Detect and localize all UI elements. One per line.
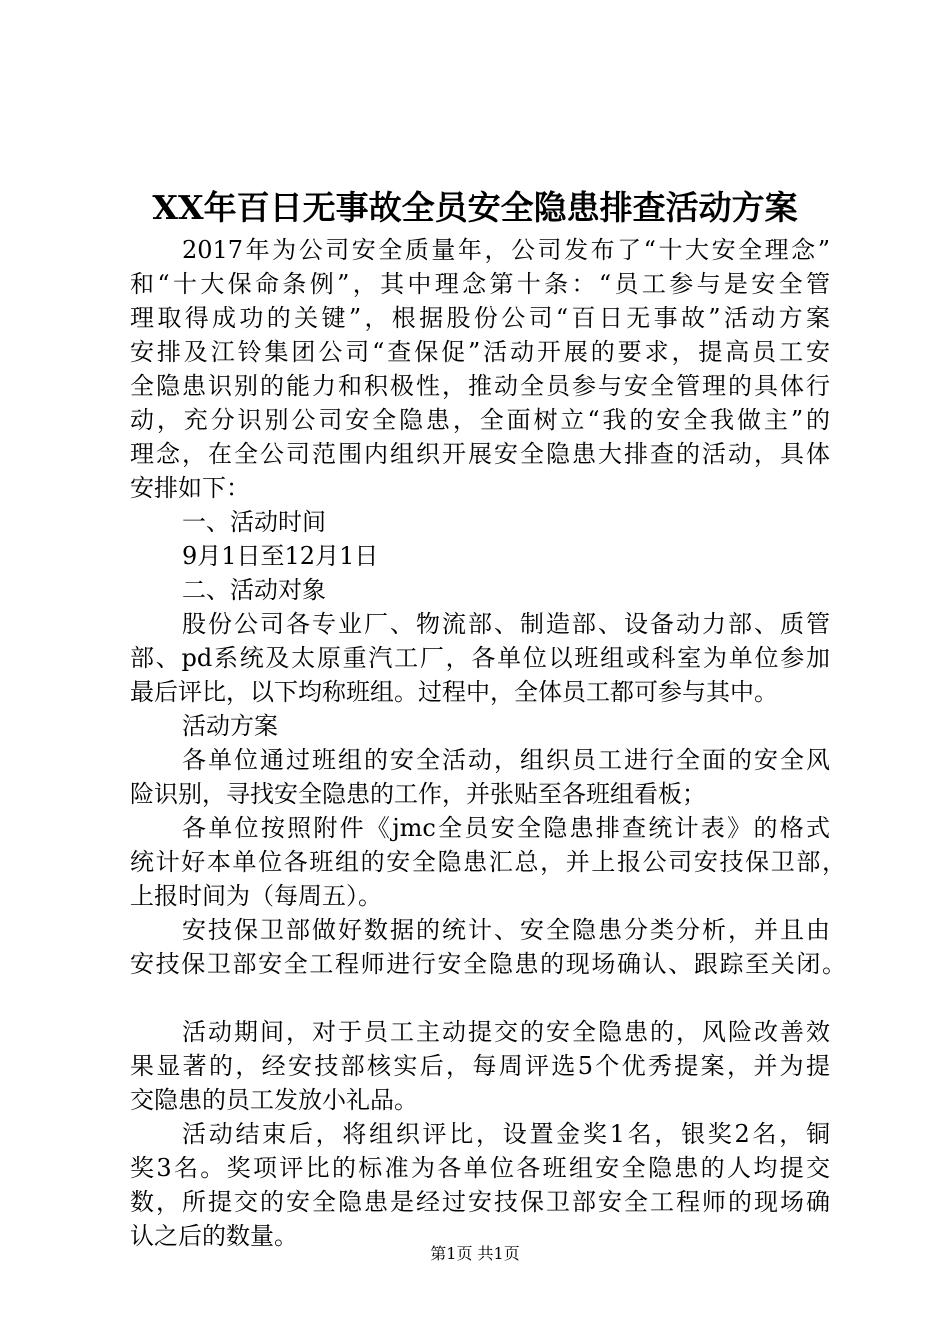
body-line: 最后评比，以下均称班组。过程中，全体员工都可参与其中。 (130, 678, 778, 706)
body-line: 2017年为公司安全质量年，公司发布了“十大安全理念” (182, 236, 830, 264)
body-line: 活动期间，对于员工主动提交的安全隐患的，风险改善效 (182, 1018, 830, 1046)
body-line: 安技保卫部安全工程师进行安全隐患的现场确认、跟踪至关闭。 (130, 950, 846, 978)
body-line: 数，所提交的安全隐患是经过安技保卫部安全工程师的现场确 (130, 1188, 830, 1216)
document-title: XX年百日无事故全员安全隐患排查活动方案 (152, 188, 798, 227)
body-line: 安排及江铃集团公司“查保促”活动开展的要求，提高员工安 (130, 338, 830, 366)
body-line: 股份公司各专业厂、物流部、制造部、设备动力部、质管 (182, 610, 830, 638)
body-line: 全隐患识别的能力和积极性，推动全员参与安全管理的具体行 (130, 372, 830, 400)
body-line: 部、pd系统及太原重汽工厂，各单位以班组或科室为单位参加 (130, 644, 830, 672)
body-line: 奖3名。奖项评比的标准为各单位各班组安全隐患的人均提交 (130, 1154, 830, 1182)
body-line: 安技保卫部做好数据的统计、安全隐患分类分析，并且由 (182, 916, 830, 944)
body-line: 和“十大保命条例”，其中理念第十条：“员工参与是安全管 (130, 270, 830, 298)
section-heading: 一、活动时间 (182, 508, 326, 536)
body-line: 上报时间为（每周五）。 (130, 882, 382, 910)
body-line: 统计好本单位各班组的安全隐患汇总，并上报公司安技保卫部， (130, 848, 846, 876)
body-line: 果显著的，经安技部核实后，每周评选5个优秀提案，并为提 (130, 1052, 830, 1080)
body-line: 理取得成功的关键”，根据股份公司“百日无事故”活动方案 (130, 304, 830, 332)
body-line: 交隐患的员工发放小礼品。 (130, 1086, 418, 1114)
section-heading: 二、活动对象 (182, 576, 326, 604)
body-line: 活动结束后，将组织评比，设置金奖1名，银奖2名，铜 (182, 1120, 830, 1148)
body-line: 各单位按照附件《jmc全员安全隐患排查统计表》的格式 (182, 814, 830, 842)
body-line: 9月1日至12月1日 (182, 542, 379, 570)
body-line: 安排如下： (130, 474, 250, 502)
body-line: 险识别，寻找安全隐患的工作，并张贴至各班组看板； (130, 780, 706, 808)
section-heading: 活动方案 (182, 712, 278, 740)
body-line: 认之后的数量。 (130, 1222, 298, 1250)
body-line: 理念，在全公司范围内组织开展安全隐患大排查的活动，具体 (130, 440, 830, 468)
body-line: 各单位通过班组的安全活动，组织员工进行全面的安全风 (182, 746, 830, 774)
page-footer: 第1页 共1页 (430, 1244, 520, 1263)
body-line: 动，充分识别公司安全隐患，全面树立“我的安全我做主”的 (130, 406, 830, 434)
